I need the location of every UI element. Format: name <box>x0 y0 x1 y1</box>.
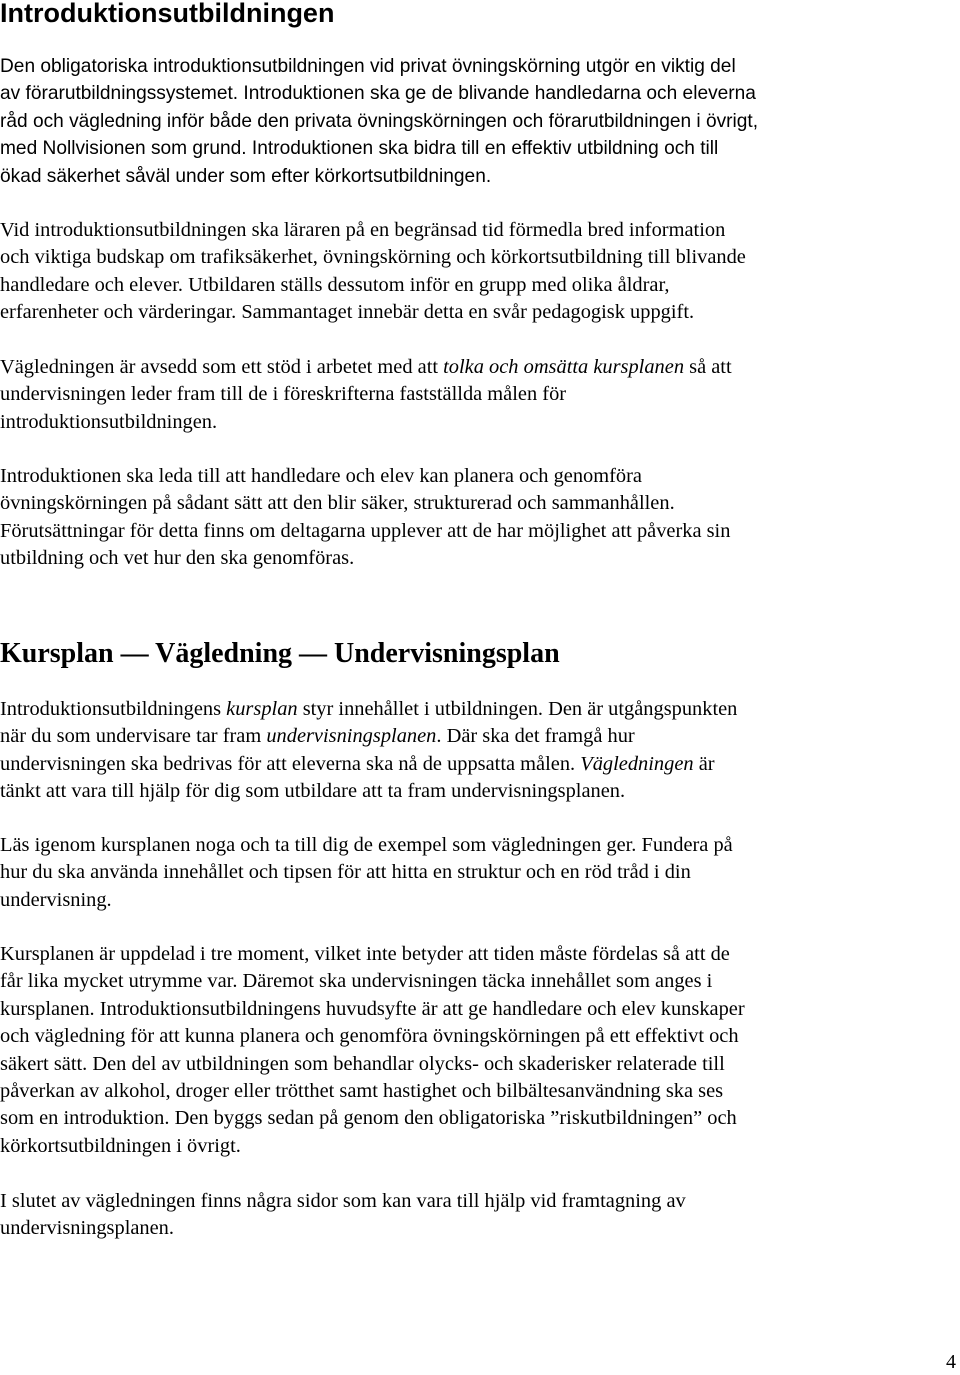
paragraph <box>0 696 960 806</box>
paragraph <box>0 217 960 327</box>
text-segment: . Där ska det framgå hur <box>436 725 635 748</box>
text-line <box>0 545 960 572</box>
text-segment: Vägledningen är avsedd som ett stöd i arbetet med att <box>0 356 444 378</box>
section-title-introduktion: Introduktionsutbildningen <box>0 0 335 28</box>
text-line <box>0 723 960 750</box>
text-segment: Vid introduktionsutbildningen ska läraren på en begränsad tid förmedla bred information <box>0 219 726 241</box>
text-segment: säkert sätt. Den del av utbildningen som behandlar olycks- och skaderisker relaterade till <box>0 1052 725 1075</box>
text-segment: Kursplanen är uppdelad i tre moment, vilket inte betyder att tiden måste fördelas så att de <box>0 943 730 965</box>
text-line <box>0 1133 960 1160</box>
text-segment: undervisningsplanen. <box>0 1217 174 1240</box>
text-segment: övningskörningen på sådant sätt att den blir säker, strukturerad och sammanhållen. <box>0 492 675 515</box>
text-line <box>0 463 960 490</box>
text-segment: Den obligatoriska introduktionsutbildningen vid privat övningskörning utgör en viktig del <box>0 56 736 77</box>
text-segment: Introduktionsutbildningens <box>0 698 227 720</box>
text-segment: undervisning. <box>0 888 112 911</box>
text-segment: körkortsutbildningen i övrigt. <box>0 1134 241 1157</box>
text-segment: introduktionsutbildningen. <box>0 410 218 433</box>
text-line <box>0 996 960 1023</box>
text-segment: Läs igenom kursplanen noga och ta till dig de exempel som vägledningen ger. Fundera på <box>0 834 733 856</box>
text-line <box>0 108 960 135</box>
text-line <box>0 381 960 408</box>
text-line <box>0 409 960 436</box>
text-segment: utbildning och vet hur den ska genomföras. <box>0 547 355 570</box>
page-number: 4 <box>946 1351 956 1373</box>
text-segment: när du som undervisare tar fram <box>0 725 267 748</box>
text-line <box>0 832 960 859</box>
text-segment: och viktiga budskap om trafiksäkerhet, övningskörning och körkortsutbildning till blivande <box>0 246 746 269</box>
text-segment: som en introduktion. Den byggs sedan på genom den obligatoriska ”riskutbildningen” och <box>0 1107 737 1130</box>
text-segment: av förarutbildningssystemet. Introduktionen ska ge de blivande handledarna och eleverna <box>0 83 756 105</box>
paragraph <box>0 53 960 190</box>
text-segment: styr innehållet i utbildningen. Den är utgångspunkten <box>297 698 738 720</box>
text-segment: erfarenheter och värderingar. Sammantaget innebär detta en svår pedagogisk uppgift. <box>0 301 695 324</box>
text-line <box>0 778 960 805</box>
text-segment: kursplanen. Introduktionsutbildningens huvudsyfte är att ge handledare och elev kunskaper <box>0 997 745 1020</box>
text-segment: undervisningen ska bedrivas för att eleverna ska nå de uppsatta målen. <box>0 752 581 775</box>
text-line <box>0 354 960 381</box>
paragraph <box>0 941 960 1160</box>
text-segment: är <box>693 752 715 775</box>
text-line <box>0 968 960 995</box>
text-segment: handledare och elever. Utbildaren ställs dessutom inför en grupp med olika åldrar, <box>0 273 670 296</box>
paragraph <box>0 1188 960 1243</box>
text-line <box>0 1188 960 1215</box>
emphasized-text: undervisningsplanen <box>266 725 437 748</box>
text-line <box>0 299 960 326</box>
text-segment: så att <box>684 356 732 378</box>
text-segment: Introduktionen ska leda till att handledare och elev kan planera och genomföra <box>0 465 642 487</box>
text-line <box>0 1078 960 1105</box>
paragraph <box>0 354 960 436</box>
text-segment: hur du ska använda innehållet och tipsen för att hitta en struktur och en röd tråd i din <box>0 861 691 884</box>
text-line <box>0 490 960 517</box>
emphasized-text: tolka och omsätta kursplanen <box>443 356 685 378</box>
text-line <box>0 1105 960 1132</box>
text-line <box>0 518 960 545</box>
text-segment: råd och vägledning inför både den privata övningskörningen och förarutbildningen i övrigt, <box>0 110 759 132</box>
text-segment: får lika mycket utrymme var. Däremot ska undervisningen täcka innehållet som anges i <box>0 970 713 993</box>
text-line <box>0 887 960 914</box>
text-line <box>0 696 960 723</box>
text-segment: påverkan av alkohol, droger eller trötthet samt hastighet och bilbältesanvändning ska ses <box>0 1079 724 1102</box>
text-segment: I slutet av vägledningen finns några sidor som kan vara till hjälp vid framtagning av <box>0 1190 686 1212</box>
text-segment: ökad säkerhet såväl under som efter körkortsutbildningen. <box>0 165 492 187</box>
text-segment: med Nollvisionen som grund. Introduktionen ska bidra till en effektiv utbildning och till <box>0 138 719 160</box>
text-line <box>0 859 960 886</box>
section-title-kursplan: Kursplan — Vägledning — Undervisningsplan <box>0 638 560 669</box>
text-line <box>0 244 960 271</box>
emphasized-text: kursplan <box>226 698 298 720</box>
text-line <box>0 53 960 80</box>
text-line <box>0 1215 960 1242</box>
text-line <box>0 163 960 190</box>
emphasized-text: Vägledningen <box>580 752 694 775</box>
text-line <box>0 1023 960 1050</box>
text-segment: Förutsättningar för detta finns om deltagarna upplever att de har möjlighet att påverka sin <box>0 519 731 542</box>
text-line <box>0 135 960 162</box>
text-line <box>0 1051 960 1078</box>
text-line <box>0 941 960 968</box>
paragraph <box>0 463 960 573</box>
text-line <box>0 80 960 107</box>
paragraph <box>0 832 960 914</box>
text-segment: tänkt att vara till hjälp för dig som utbildare att ta fram undervisningsplanen. <box>0 780 626 803</box>
text-segment: undervisningen leder fram till de i föreskrifterna fastställda målen för <box>0 383 567 406</box>
text-line <box>0 217 960 244</box>
text-line <box>0 272 960 299</box>
text-line <box>0 751 960 778</box>
text-segment: och vägledning för att kunna planera och genomföra övningskörningen på ett effektivt och <box>0 1025 739 1048</box>
